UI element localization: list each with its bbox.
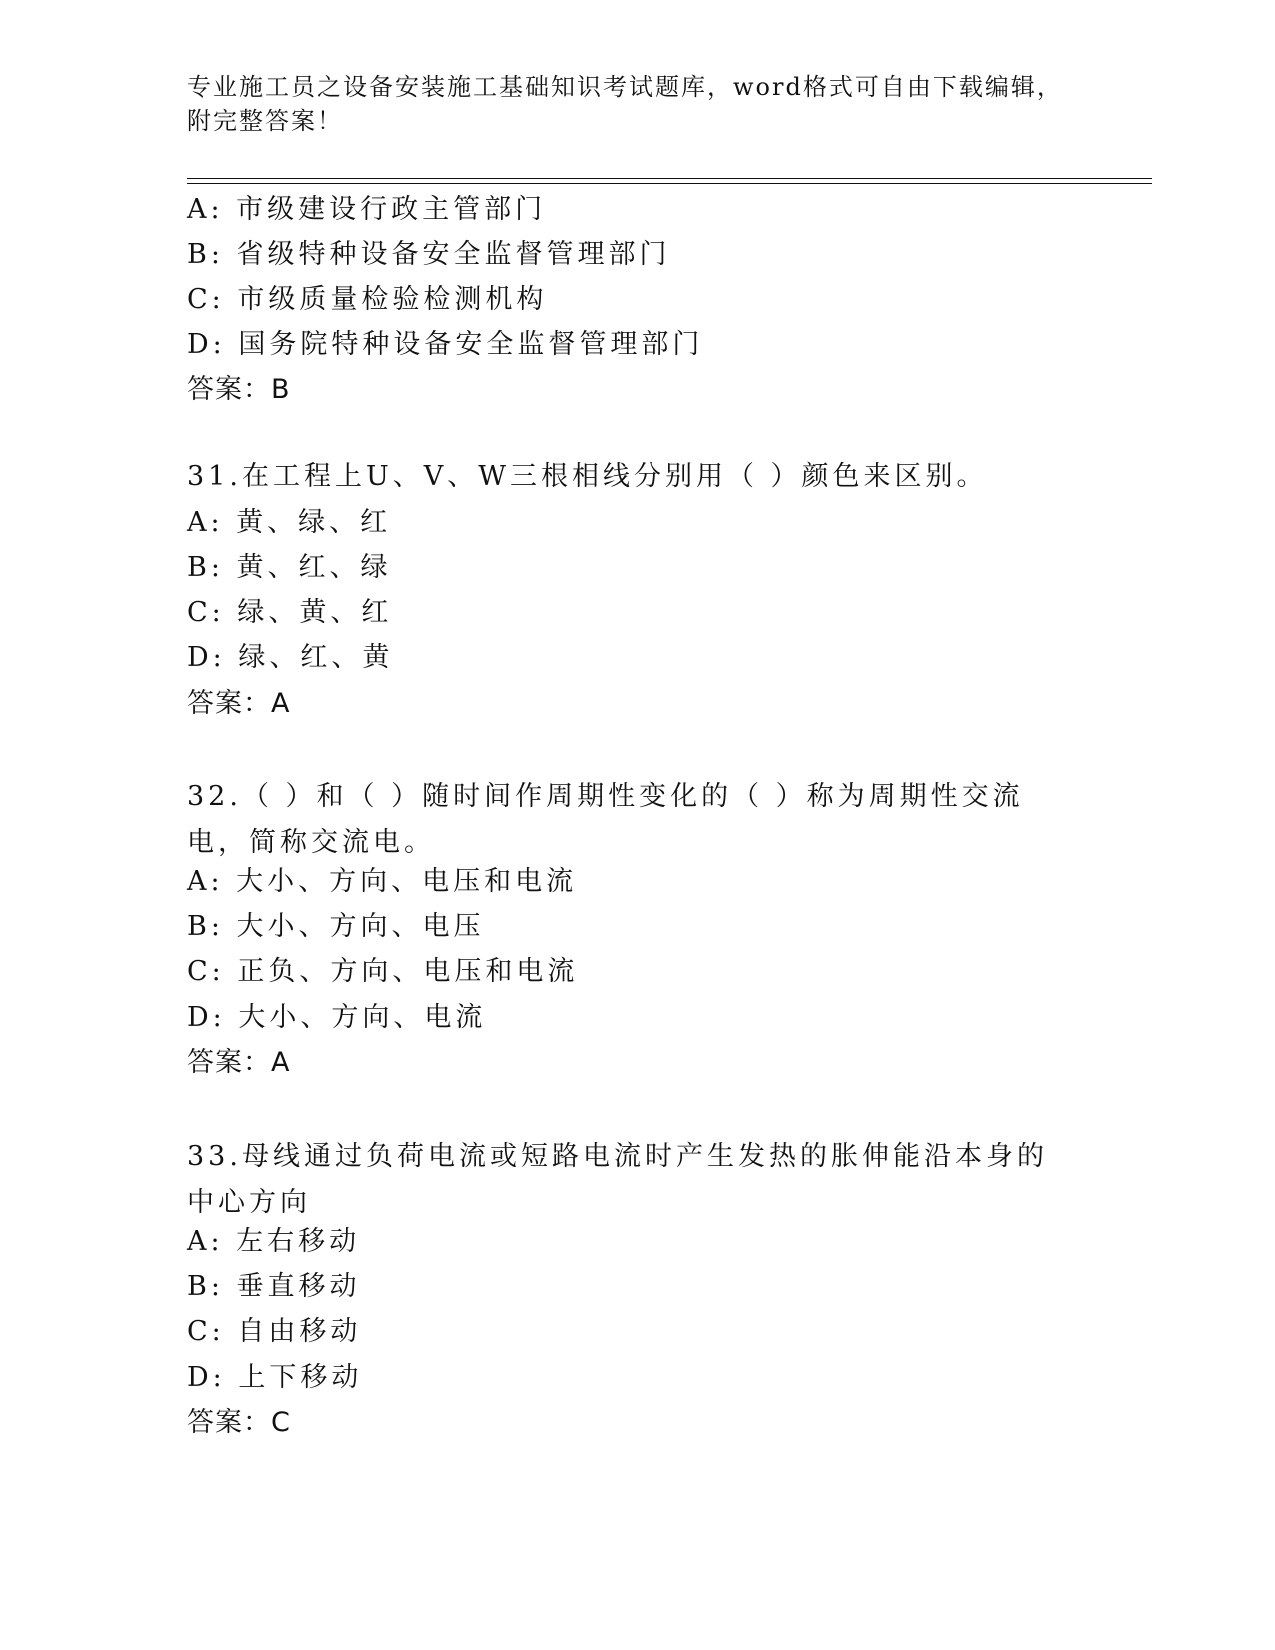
option-c: C: 市级质量检验检测机构 <box>187 284 548 315</box>
option-a: A: 大小、方向、电压和电流 <box>187 866 578 897</box>
answer: 答案：B <box>187 374 291 405</box>
option-c: C: 绿、黄、红 <box>187 597 393 628</box>
option-b: B: 省级特种设备安全监督管理部门 <box>187 239 671 270</box>
answer: 答案：A <box>187 688 291 719</box>
option-b: B: 黄、红、绿 <box>187 552 392 583</box>
header-rule-bottom <box>187 183 1152 184</box>
question-31: 31.在工程上U、V、W三根相线分别用（ ）颜色来区别。 <box>187 461 988 492</box>
option-c: C: 正负、方向、电压和电流 <box>187 956 579 987</box>
option-d: D: 上下移动 <box>187 1362 363 1393</box>
option-d: D: 大小、方向、电流 <box>187 1002 487 1033</box>
header-rule-top <box>187 178 1152 179</box>
option-d: D: 国务院特种设备安全监督管理部门 <box>187 329 704 360</box>
option-a: A: 左右移动 <box>187 1226 361 1257</box>
document-header: 专业施工员之设备安装施工基础知识考试题库，word格式可自由下载编辑，附完整答案！ <box>187 73 1063 135</box>
option-b: B: 垂直移动 <box>187 1271 361 1302</box>
option-c: C: 自由移动 <box>187 1316 362 1347</box>
answer: 答案：A <box>187 1047 291 1078</box>
option-a: A: 市级建设行政主管部门 <box>187 194 547 225</box>
option-d: D: 绿、红、黄 <box>187 642 394 673</box>
option-b: B: 大小、方向、电压 <box>187 911 485 942</box>
question-32: 32.（ ）和（ ）随时间作周期性变化的（ ）称为周期性交流电，简称交流电。 <box>187 781 1024 858</box>
question-33: 33.母线通过负荷电流或短路电流时产生发热的胀伸能沿本身的中心方向 <box>187 1141 1048 1218</box>
option-a: A: 黄、绿、红 <box>187 507 392 538</box>
answer: 答案：C <box>187 1407 291 1438</box>
